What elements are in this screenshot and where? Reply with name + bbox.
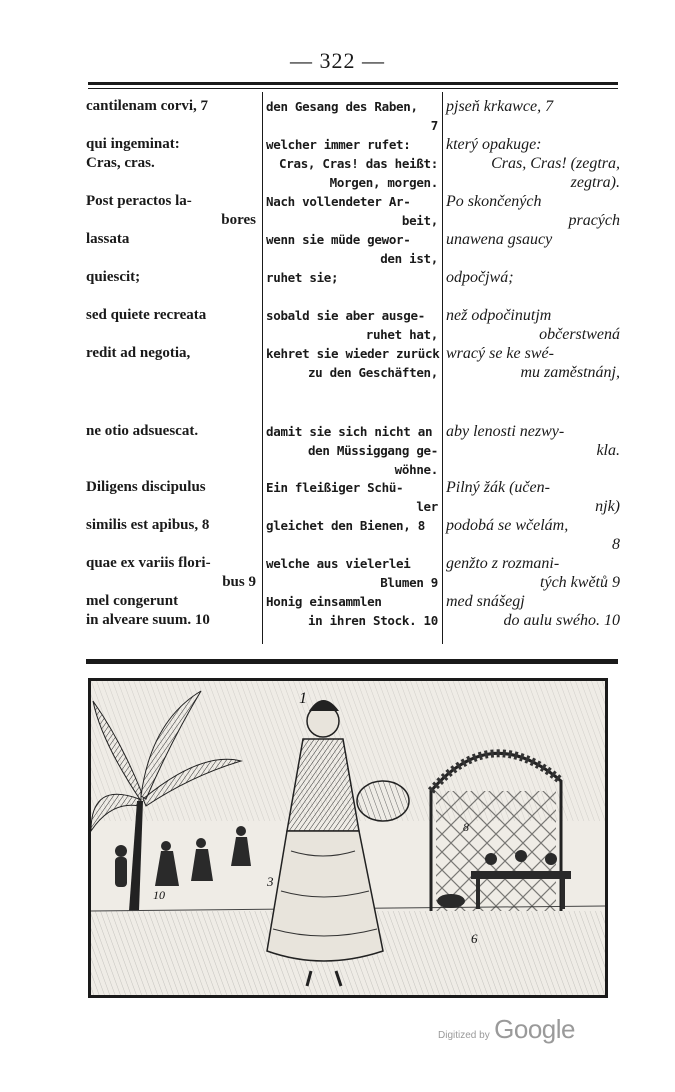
- czech-text-line: do aulu swého. 10: [503, 612, 620, 629]
- latin-text-line: qui ingeminat:: [86, 136, 180, 152]
- german-text-line: Nach vollendeter Ar-: [266, 194, 411, 209]
- figure-number-8: 8: [463, 820, 469, 834]
- czech-text-line: podobá se wčelám,: [446, 517, 569, 534]
- latin-text-line: mel congerunt: [86, 593, 179, 609]
- german-text-line: ler: [416, 499, 438, 514]
- latin-text-line: bus 9: [222, 574, 256, 590]
- woodcut-illustration: [88, 678, 608, 998]
- latin-text-line: quae ex variis flori-: [86, 555, 211, 571]
- latin-text-line: similis est apibus, 8: [86, 517, 210, 533]
- header-rule-top: [88, 82, 618, 85]
- latin-text-line: ne otio adsuescat.: [86, 423, 199, 439]
- figure-number-10: 10: [153, 888, 165, 902]
- german-text-line: zu den Geschäften,: [307, 365, 438, 380]
- german-text-line: wenn sie müde gewor-: [266, 232, 411, 247]
- german-text-line: wöhne.: [394, 462, 438, 477]
- latin-text-line: redit ad negotia,: [86, 345, 191, 361]
- german-text-line: welcher immer rufet:: [266, 137, 411, 152]
- section-rule: [86, 659, 618, 664]
- watermark-brand: Google: [494, 1014, 575, 1044]
- german-text-line: in ihren Stock. 10: [307, 613, 438, 628]
- german-text-line: Ein fleißiger Schü-: [266, 480, 404, 495]
- czech-text-line: Po skončených: [446, 193, 542, 210]
- german-text-line: gleichet den Bienen, 8: [266, 518, 425, 533]
- czech-text-line: zegtra).: [570, 174, 620, 191]
- german-text-line: sobald sie aber ausge-: [266, 308, 425, 323]
- german-text-line: Morgen, morgen.: [329, 175, 438, 190]
- figure-number-6: 6: [471, 931, 478, 946]
- czech-text-line: Cras, Cras! (zegtra,: [491, 155, 620, 172]
- czech-text-line: Pilný žák (učen-: [446, 479, 550, 496]
- german-text-line: kehret sie wieder zurück: [266, 346, 440, 361]
- german-text-line: Honig einsammlen: [266, 594, 382, 609]
- latin-text-line: bores: [221, 212, 256, 228]
- german-text-line: den Müssiggang ge-: [307, 443, 438, 458]
- latin-text-line: lassata: [86, 231, 130, 247]
- figure-number-3: 3: [267, 874, 274, 889]
- german-text-line: damit sie sich nicht an: [266, 424, 433, 439]
- czech-text-line: med snášegj: [446, 593, 525, 610]
- watermark: [438, 1014, 575, 1045]
- czech-text-line: genžto z rozmani-: [446, 555, 560, 572]
- german-text-line: den Gesang des Raben,: [266, 99, 418, 114]
- german-text-line: ruhet sie;: [266, 270, 339, 285]
- czech-text-line: občerstwená: [539, 326, 620, 343]
- latin-text-line: in alveare suum. 10: [86, 612, 210, 628]
- column-divider-2: [442, 92, 443, 644]
- czech-text-line: 8: [612, 536, 620, 553]
- czech-text-line: njk): [595, 498, 620, 515]
- page-number: — 322 —: [290, 48, 385, 73]
- german-text-line: Cras, Cras! das heißt:: [279, 156, 438, 171]
- german-text-line: Blumen 9: [380, 575, 438, 590]
- latin-text-line: cantilenam corvi, 7: [86, 98, 209, 114]
- latin-text-line: quiescit;: [86, 269, 141, 285]
- latin-text-line: Diligens discipulus: [86, 479, 206, 495]
- watermark-prefix: Digitized by: [438, 1030, 490, 1041]
- czech-text-line: který opakuge:: [446, 136, 542, 153]
- german-text-line: welche aus vielerlei: [266, 556, 411, 571]
- czech-text-line: pjseň krkawce, 7: [446, 98, 554, 115]
- czech-text-line: pracých: [568, 212, 620, 229]
- czech-text-line: než odpočinutjm: [446, 307, 552, 324]
- czech-text-line: wracý se ke swé-: [446, 345, 554, 362]
- czech-text-line: unawena gsaucy: [446, 231, 553, 248]
- latin-text-line: Cras, cras.: [86, 155, 155, 171]
- czech-text-line: mu zaměstnánj,: [520, 364, 620, 381]
- header-rule-bottom: [88, 88, 618, 89]
- czech-text-line: aby lenosti nezwy-: [446, 423, 565, 440]
- german-text-line: 7: [430, 118, 438, 133]
- czech-text-line: tých kwětů 9: [540, 574, 620, 591]
- figure-number-1: 1: [299, 690, 307, 707]
- czech-text-line: kla.: [596, 442, 620, 459]
- woodcut-svg: [91, 681, 605, 995]
- latin-text-line: sed quiete recreata: [86, 307, 207, 323]
- czech-text-line: odpočjwá;: [446, 269, 514, 286]
- german-text-line: beit,: [401, 213, 438, 228]
- column-divider-1: [262, 92, 263, 644]
- latin-text-line: Post peractos la-: [86, 193, 192, 209]
- german-text-line: ruhet hat,: [365, 327, 438, 342]
- german-text-line: den ist,: [380, 251, 438, 266]
